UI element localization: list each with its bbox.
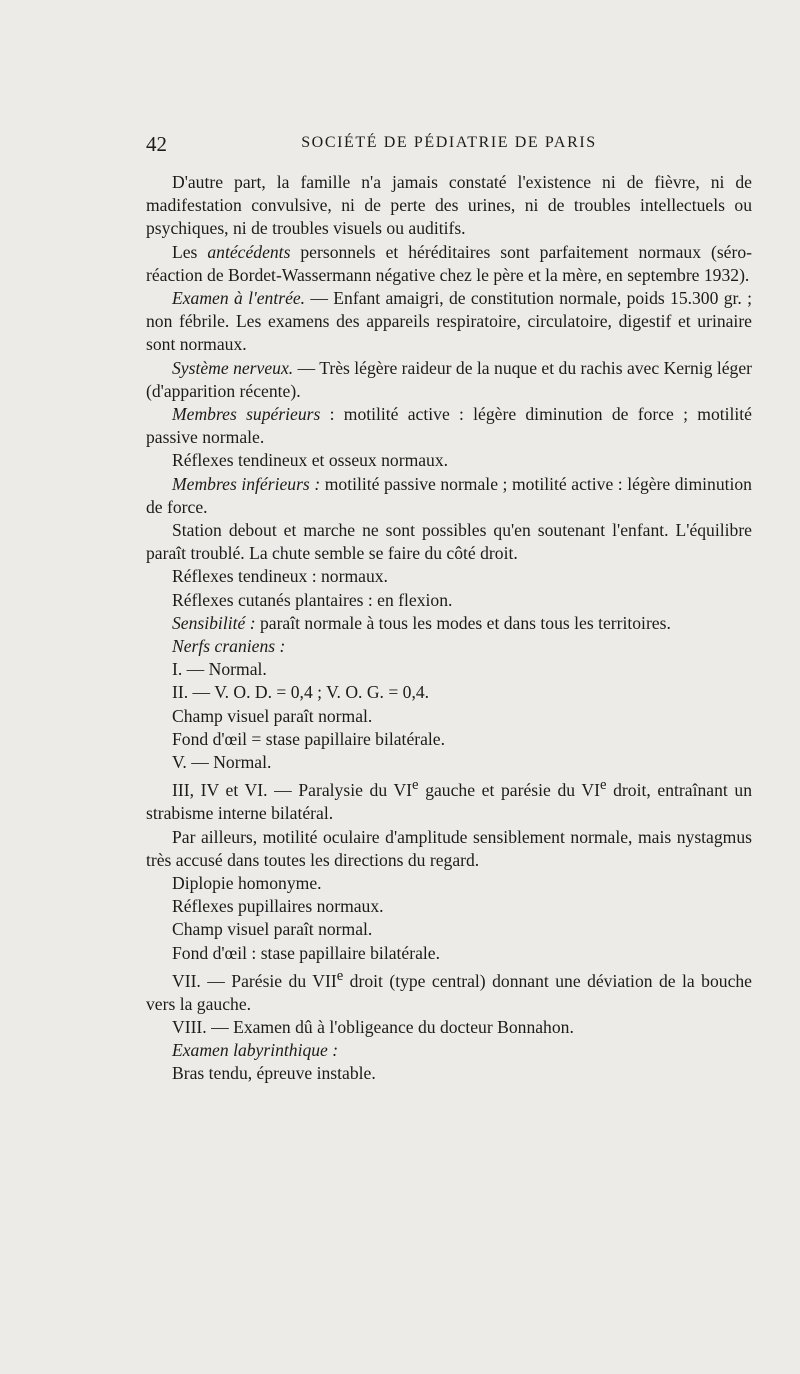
paragraph: Fond d'œil : stase papillaire bilatérale. (172, 942, 440, 963)
paragraph (146, 774, 752, 825)
section-label: Membres supérieurs (172, 404, 321, 425)
body-text (146, 171, 752, 1086)
paragraph: Réflexes pupillaires normaux. (172, 896, 384, 917)
superscript: e (599, 777, 607, 794)
paragraph (146, 1039, 752, 1062)
paragraph: D'autre part, la famille n'a jamais constaté l'existence ni de fièvre, ni de madifestation convulsive, ni de perte des urines, ni de troubles intellectuels ou psychiques, ni de troubles visuels ou auditifs. (146, 172, 752, 239)
section-label: Système nerveux. (172, 357, 294, 378)
paragraph (146, 965, 752, 1016)
paragraph: Réflexes cutanés plantaires : en flexion. (172, 589, 453, 610)
paragraph: Station debout et marche ne sont possibles qu'en soutenant l'enfant. L'équilibre paraît troublé. La chute semble se faire du côté droit. (146, 520, 752, 564)
italic-run: antécédents (207, 241, 291, 262)
paragraph: V. — Normal. (172, 752, 272, 773)
section-label: Nerfs craniens : (172, 636, 286, 657)
text-run: : motilité active : légère diminution de force ; motilité passive normale. (146, 404, 752, 448)
text-run: — Enfant amaigri, de constitution normale, poids 15.300 gr. ; non fébrile. Les examens des appareils respiratoire, circulatoire, digestif et urinaire sont normaux. (146, 288, 752, 355)
superscript: e (336, 967, 344, 984)
text-run: VII. — Parésie du VII (172, 970, 337, 991)
text-run: personnels et héréditaires sont parfaitement normaux (séro-réaction de Bordet-Wassermann négative chez le père et la mère, en septembre 1932). (146, 241, 752, 285)
paragraph: Bras tendu, épreuve instable. (172, 1063, 376, 1084)
text-run: paraît normale à tous les modes et dans tous les territoires. (255, 612, 671, 633)
paragraph: Fond d'œil = stase papillaire bilatérale. (172, 728, 446, 749)
text-run: III, IV et VI. — Paralysie du VI (172, 780, 413, 801)
text-run: droit, entraînant un strabisme interne bilatéral. (146, 780, 752, 824)
paragraph (146, 635, 752, 658)
paragraph: Par ailleurs, motilité oculaire d'amplitude sensiblement normale, mais nystagmus très accusé dans toutes les directions du regard. (146, 826, 752, 870)
section-label: Examen labyrinthique : (172, 1040, 339, 1061)
text-run: droit (type central) donnant une déviation de la bouche vers la gauche. (146, 970, 752, 1014)
paragraph (146, 287, 752, 357)
paragraph (146, 403, 752, 449)
paragraph: Diplopie homonyme. (172, 872, 322, 893)
text-run: gauche et parésie du VI (418, 780, 600, 801)
section-label: Examen à l'entrée. (172, 288, 306, 309)
superscript: e (412, 777, 419, 794)
paragraph: Réflexes tendineux et osseux normaux. (172, 450, 449, 471)
page-number: 42 (146, 132, 167, 156)
paragraph (146, 357, 752, 403)
paragraph: Champ visuel paraît normal. (172, 705, 373, 726)
paragraph: VIII. — Examen dû à l'obligeance du docteur Bonnahon. (172, 1017, 574, 1038)
paragraph: Réflexes tendineux : normaux. (172, 566, 388, 587)
paragraph: Champ visuel paraît normal. (172, 919, 373, 940)
paragraph (146, 241, 752, 287)
text-run: motilité passive normale ; motilité active : légère diminution de force. (146, 473, 752, 517)
page-header (146, 132, 752, 158)
section-label: Sensibilité : (172, 612, 256, 633)
paragraph (146, 473, 752, 519)
text-run: — Très légère raideur de la nuque et du rachis avec Kernig léger (d'apparition récente). (146, 357, 752, 401)
running-title: SOCIÉTÉ DE PÉDIATRIE DE PARIS (301, 134, 597, 151)
section-label: Membres inférieurs : (172, 473, 321, 494)
paragraph: I. — Normal. (172, 659, 267, 680)
text-run: Les (172, 241, 208, 262)
paragraph: II. — V. O. D. = 0,4 ; V. O. G. = 0,4. (172, 682, 430, 703)
paragraph (146, 612, 752, 635)
